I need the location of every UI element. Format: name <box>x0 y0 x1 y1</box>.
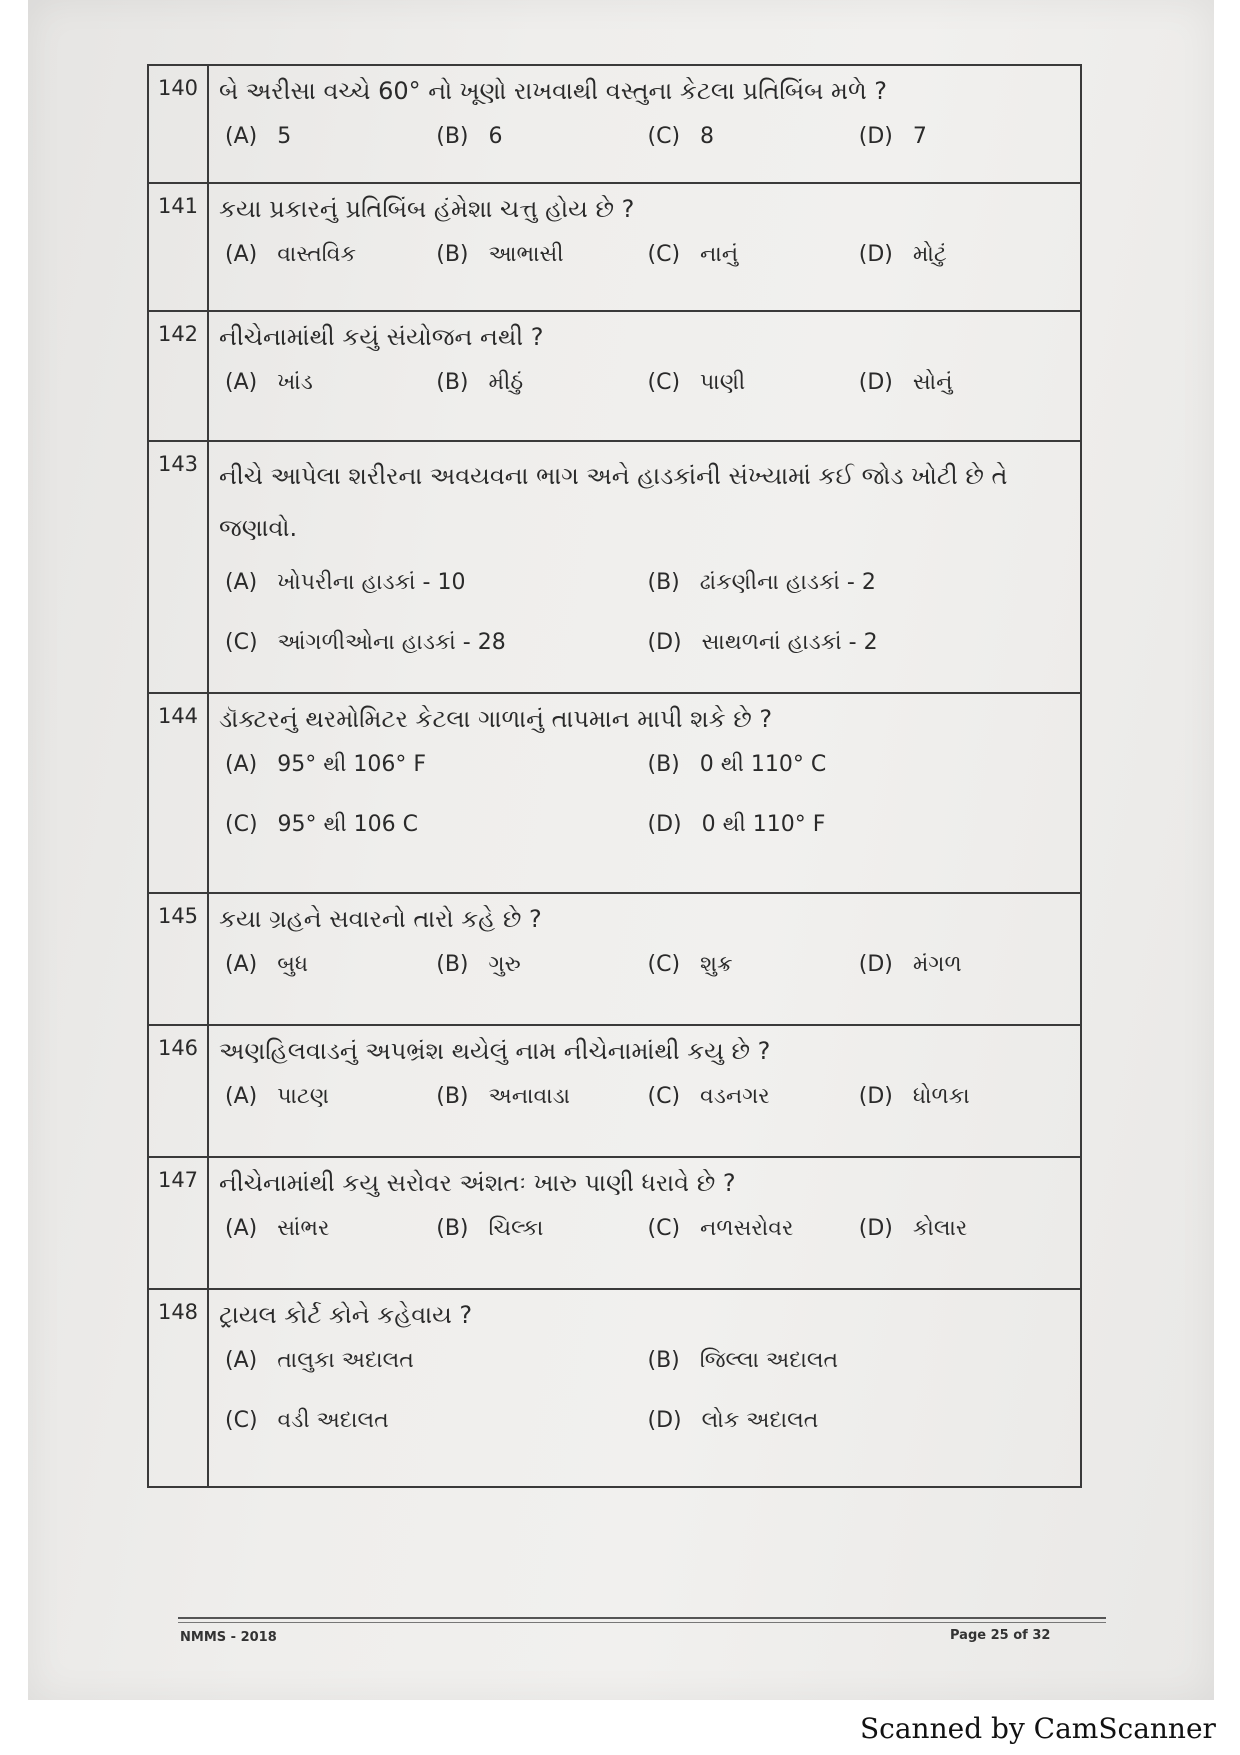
option-label: (B) <box>436 952 469 977</box>
options-row <box>225 368 1070 398</box>
option-label: (A) <box>225 570 258 595</box>
question-table <box>147 64 1082 1488</box>
question-text: નીચેનામાંથી કયું સંયોજન નથી ? <box>219 323 544 351</box>
option-label: (A) <box>225 1084 258 1109</box>
question-row <box>148 693 1081 893</box>
option-label: (A) <box>225 1216 258 1241</box>
option-text: પાણી <box>700 370 746 395</box>
option-text: શુક્ર <box>700 952 733 977</box>
options-row <box>225 122 1070 152</box>
question-text: કયા ગ્રહને સવારનો તારો કહે છે ? <box>219 905 542 933</box>
option-a <box>225 368 436 398</box>
option-a <box>225 1346 648 1376</box>
option-label: (D) <box>858 1084 893 1109</box>
question-body <box>208 1289 1081 1487</box>
option-label: (D) <box>647 630 682 655</box>
question-row <box>148 1289 1081 1487</box>
option-label: (C) <box>225 1408 258 1433</box>
option-text: તાલુકા અદાલત <box>277 1348 414 1373</box>
question-text: ટ્રાયલ કોર્ટ કોને કહેવાય ? <box>219 1301 473 1329</box>
option-text: ઢાંકણીના હાડકાં - 2 <box>699 570 876 595</box>
options-grid <box>225 750 1070 844</box>
question-body <box>208 1157 1081 1289</box>
question-body <box>208 311 1081 441</box>
option-text: સાથળનાં હાડકાં - 2 <box>701 630 878 655</box>
options-row <box>225 950 1070 980</box>
option-label: (B) <box>436 1216 469 1241</box>
options-grid <box>225 1346 1070 1440</box>
option-b <box>436 1214 647 1244</box>
option-label: (C) <box>225 812 258 837</box>
question-body <box>208 1025 1081 1157</box>
option-text: જિલ્લા અદાલત <box>699 1348 839 1373</box>
question-row <box>148 1157 1081 1289</box>
question-body <box>208 65 1081 183</box>
option-text: મંગળ <box>912 952 962 977</box>
option-label: (D) <box>647 812 682 837</box>
option-a <box>225 1214 436 1244</box>
option-label: (A) <box>225 752 258 777</box>
options-row <box>225 240 1070 270</box>
footer-divider <box>178 1617 1106 1619</box>
option-d <box>859 950 1070 980</box>
question-row <box>148 893 1081 1025</box>
question-text: ડૉક્ટરનું થરમોમિટર કેટલા ગાળાનું તાપમાન માપી શકે છે ? <box>219 705 773 733</box>
option-label: (A) <box>225 124 258 149</box>
question-number: 140 <box>148 65 208 183</box>
option-text: લોક અદાલત <box>701 1408 819 1433</box>
option-label: (C) <box>647 124 681 149</box>
option-a <box>225 750 648 780</box>
option-b <box>436 368 647 398</box>
option-text: પાટણ <box>277 1084 329 1109</box>
option-b <box>436 122 647 152</box>
question-row <box>148 1025 1081 1157</box>
question-text: કયા પ્રકારનું પ્રતિબિંબ હંમેશા ચત્તુ હોય છે ? <box>219 195 635 223</box>
option-a <box>225 240 436 270</box>
question-number: 142 <box>148 311 208 441</box>
option-label: (C) <box>225 630 258 655</box>
option-c <box>648 1214 859 1244</box>
option-a <box>225 1082 436 1112</box>
question-row <box>148 65 1081 183</box>
option-label: (B) <box>436 124 469 149</box>
question-number: 148 <box>148 1289 208 1487</box>
option-text: આભાસી <box>488 242 564 267</box>
footer-page-number: Page 25 of 32 <box>950 1628 1051 1643</box>
option-d <box>648 628 1071 658</box>
option-text: 6 <box>488 124 503 149</box>
option-label: (D) <box>858 242 893 267</box>
option-d <box>859 1082 1070 1112</box>
question-number: 141 <box>148 183 208 311</box>
option-text: 8 <box>700 124 715 149</box>
option-text: મોટું <box>912 242 947 267</box>
option-text: નાનું <box>700 242 739 267</box>
option-text: મીઠું <box>488 370 524 395</box>
option-label: (C) <box>647 1216 681 1241</box>
option-text: ચિલ્કા <box>488 1216 544 1241</box>
question-body <box>208 893 1081 1025</box>
question-body <box>208 693 1081 893</box>
option-c <box>648 368 859 398</box>
option-text: આંગળીઓના હાડકાં - 28 <box>277 630 506 655</box>
footer-divider-thin <box>178 1622 1106 1623</box>
question-body <box>208 441 1081 693</box>
option-label: (D) <box>647 1408 682 1433</box>
option-label: (C) <box>647 1084 681 1109</box>
option-b <box>648 750 1071 780</box>
option-text: સાંભર <box>277 1216 330 1241</box>
option-text: ખાંડ <box>277 370 313 395</box>
footer-exam-name: NMMS - 2018 <box>180 1630 277 1645</box>
question-text: અણહિલવાડનું અપભ્રંશ થયેલું નામ નીચેનામાંથી કયુ છે ? <box>219 1037 771 1065</box>
option-c <box>225 628 648 658</box>
question-text: બે અરીસા વચ્ચે 60° નો ખૂણો રાખવાથી વસ્તુના કેટલા પ્રતિબિંબ મળે ? <box>219 77 888 105</box>
option-text: 95° થી 106° F <box>277 752 427 777</box>
question-body <box>208 183 1081 311</box>
option-text: સોનું <box>912 370 953 395</box>
option-b <box>648 1346 1071 1376</box>
option-d <box>648 810 1071 840</box>
question-row <box>148 441 1081 693</box>
question-text: નીચે આપેલા શરીરના અવયવના ભાગ અને હાડકાંની સંખ્યામાં કઈ જોડ ખોટી છે તે જણાવો. <box>219 462 1008 542</box>
option-label: (B) <box>436 370 469 395</box>
option-c <box>648 950 859 980</box>
option-d <box>859 240 1070 270</box>
option-b <box>648 568 1071 598</box>
question-number: 143 <box>148 441 208 693</box>
option-b <box>436 1082 647 1112</box>
option-c <box>648 1082 859 1112</box>
option-label: (D) <box>858 124 893 149</box>
option-text: બુધ <box>277 952 309 977</box>
option-label: (D) <box>858 952 893 977</box>
option-a <box>225 122 436 152</box>
option-text: વડી અદાલત <box>277 1408 389 1433</box>
option-label: (D) <box>858 370 893 395</box>
option-b <box>436 240 647 270</box>
option-a <box>225 568 648 598</box>
options-grid <box>225 568 1070 662</box>
question-row <box>148 311 1081 441</box>
option-text: ખોપરીના હાડકાં - 10 <box>277 570 466 595</box>
option-text: નળસરોવર <box>700 1216 794 1241</box>
option-label: (A) <box>225 1348 258 1373</box>
question-number: 147 <box>148 1157 208 1289</box>
option-label: (B) <box>647 752 680 777</box>
option-text: 0 થી 110° F <box>701 812 826 837</box>
option-label: (A) <box>225 242 258 267</box>
option-d <box>859 122 1070 152</box>
option-text: ધોળકા <box>912 1084 970 1109</box>
option-text: 95° થી 106 C <box>277 812 419 837</box>
option-label: (A) <box>225 952 258 977</box>
question-text: નીચેનામાંથી કયુ સરોવર અંશતઃ ખારુ પાણી ધરાવે છે ? <box>219 1169 736 1197</box>
option-label: (C) <box>647 242 681 267</box>
option-label: (B) <box>436 1084 469 1109</box>
option-label: (B) <box>436 242 469 267</box>
option-text: 7 <box>912 124 927 149</box>
option-text: વડનગર <box>700 1084 770 1109</box>
option-d <box>648 1406 1071 1436</box>
option-label: (D) <box>858 1216 893 1241</box>
option-c <box>648 240 859 270</box>
option-label: (B) <box>647 570 680 595</box>
scanner-watermark: Scanned by CamScanner <box>860 1712 1216 1745</box>
option-label: (B) <box>647 1348 680 1373</box>
question-row <box>148 183 1081 311</box>
option-text: 0 થી 110° C <box>699 752 827 777</box>
question-number: 145 <box>148 893 208 1025</box>
option-a <box>225 950 436 980</box>
options-row <box>225 1082 1070 1112</box>
options-row <box>225 1214 1070 1244</box>
option-text: ગુરુ <box>488 952 521 977</box>
option-text: 5 <box>277 124 292 149</box>
option-c <box>225 810 648 840</box>
option-text: અનાવાડા <box>488 1084 571 1109</box>
option-c <box>225 1406 648 1436</box>
option-label: (C) <box>647 952 681 977</box>
option-d <box>859 1214 1070 1244</box>
option-d <box>859 368 1070 398</box>
option-label: (A) <box>225 370 258 395</box>
option-text: વાસ્તવિક <box>277 242 357 267</box>
question-number: 146 <box>148 1025 208 1157</box>
option-label: (C) <box>647 370 681 395</box>
question-number: 144 <box>148 693 208 893</box>
option-b <box>436 950 647 980</box>
option-text: કોલાર <box>912 1216 968 1241</box>
option-c <box>648 122 859 152</box>
